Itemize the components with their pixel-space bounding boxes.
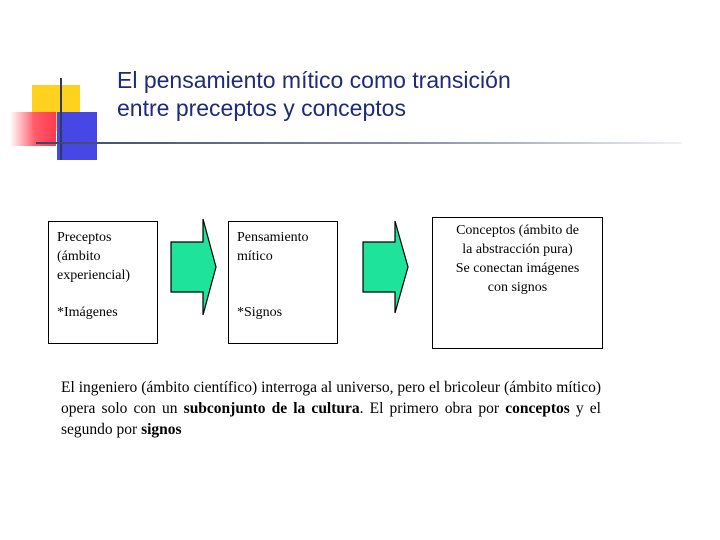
preceptos-line-3: experiencial): [57, 268, 131, 283]
paragraph-bold-signos: signos: [141, 421, 182, 438]
conceptos-line-1: Conceptos (ámbito de: [456, 223, 579, 238]
conceptos-box: [432, 217, 603, 349]
pensamiento-line-2: mítico: [237, 249, 273, 264]
preceptos-line-2: (ámbito: [57, 249, 101, 264]
title-underline-divider: [36, 142, 682, 144]
slide-title-line-1: El pensamiento mítico como transición: [117, 67, 511, 93]
paragraph-bold-conceptos: conceptos: [505, 400, 570, 417]
slide-title-line-2: entre preceptos y conceptos: [117, 95, 406, 121]
pensamiento-line-1: Pensamiento: [237, 230, 309, 245]
explanation-paragraph: [61, 377, 601, 440]
paragraph-text-3: y el segundo por: [61, 400, 601, 438]
pensamiento-mitico-box: [228, 221, 338, 344]
paragraph-text-1: El ingeniero (ámbito científico) interroga al universo, pero el bricoleur (ámbito mítico) opera solo con un: [61, 379, 601, 417]
conceptos-line-2: la abstracción pura): [462, 242, 573, 257]
pensamiento-signos-label: *Signos: [237, 305, 283, 320]
decor-blue-square: [57, 112, 97, 160]
preceptos-box: [48, 221, 158, 344]
conceptos-line-3: Se conectan imágenes: [455, 261, 580, 276]
decor-vertical-line: [60, 78, 62, 160]
decor-red-square: [10, 112, 56, 146]
right-arrow-icon: [170, 218, 218, 316]
preceptos-imagenes-label: *Imágenes: [57, 305, 118, 320]
conceptos-line-4: con signos: [487, 280, 548, 295]
paragraph-text-2: . El primero obra por: [359, 400, 506, 417]
preceptos-line-1: Preceptos: [57, 230, 112, 245]
right-arrow-icon: [362, 220, 410, 314]
paragraph-bold-subconjunto: subconjunto de la cultura: [183, 400, 360, 417]
slide-title: [117, 66, 657, 122]
